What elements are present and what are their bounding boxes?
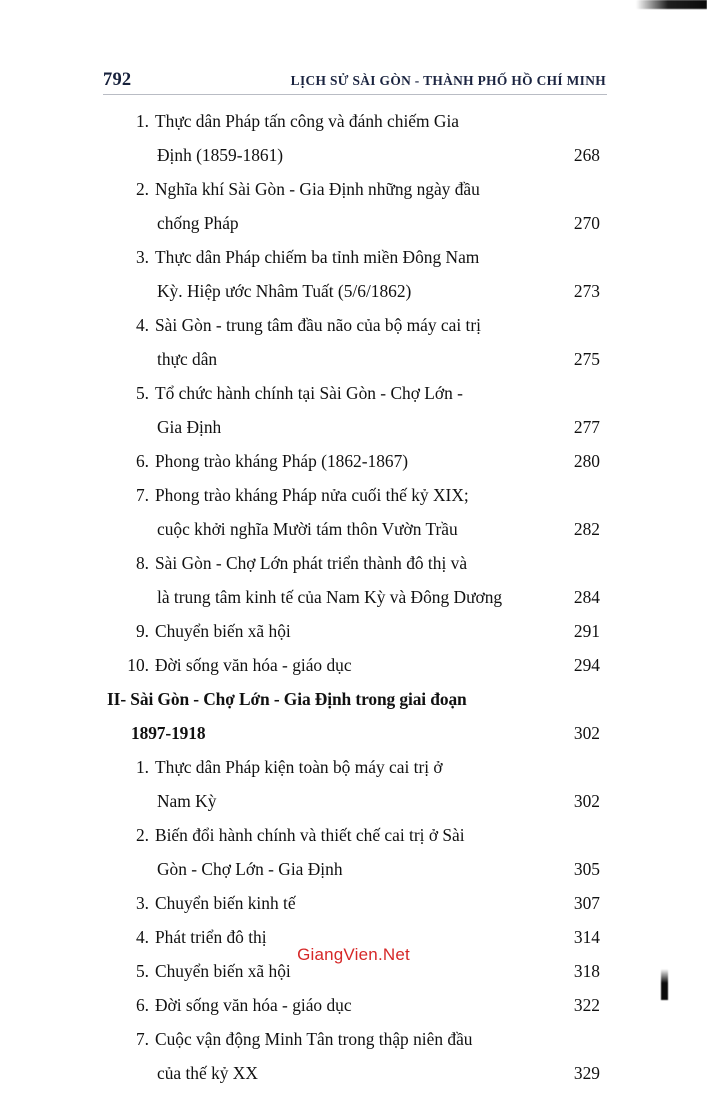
toc-entry-title: Sài Gòn - trung tâm đầu não của bộ máy cai trị (155, 315, 481, 335)
toc-entry-title: Chuyển biến kinh tế (155, 893, 296, 913)
toc-page-number: 302 (573, 791, 600, 811)
toc-entry-line (103, 482, 607, 516)
toc-entry-line (103, 380, 607, 414)
toc-page-number: 329 (573, 1063, 600, 1083)
toc-section-line (103, 686, 607, 720)
toc-entry[interactable] (103, 652, 607, 686)
toc-entry-number: 6. (135, 451, 149, 471)
toc-section[interactable] (103, 686, 607, 754)
toc-section-title: 1897-1918 (131, 723, 206, 743)
running-head (103, 70, 606, 94)
running-head-title: LỊCH SỬ SÀI GÒN - THÀNH PHỐ HỒ CHÍ MINH (290, 73, 606, 88)
toc-entry-number: 7. (135, 485, 149, 505)
toc-page-number: 307 (573, 893, 600, 913)
toc-section-line (103, 720, 607, 754)
toc-entry-line (103, 822, 607, 856)
toc-entry[interactable] (103, 482, 607, 550)
toc-page-number: 294 (573, 655, 600, 675)
toc-entry-number: 3. (135, 247, 149, 267)
toc-entry-title: Chuyển biến xã hội (155, 621, 291, 641)
toc-entry-line (103, 278, 607, 312)
toc-entry-title: Nghĩa khí Sài Gòn - Gia Định những ngày đầu (155, 179, 480, 199)
toc-page-number: 277 (573, 417, 600, 437)
toc-page-number: 280 (573, 451, 600, 471)
toc-section-title: II- Sài Gòn - Chợ Lớn - Gia Định trong giai đoạn (107, 689, 467, 709)
toc-entry-title: Sài Gòn - Chợ Lớn phát triển thành đô thị và (155, 553, 468, 573)
toc-entry-line (103, 1026, 607, 1060)
toc-entry-number: 4. (135, 315, 149, 335)
toc-entry[interactable] (103, 244, 607, 312)
toc-entry-line (103, 788, 607, 822)
toc-entry-line (103, 1060, 607, 1094)
toc-entry-number: 5. (135, 961, 149, 981)
toc-entry-number: 3. (135, 893, 149, 913)
toc-entry-line (103, 414, 607, 448)
toc-entry-line (103, 346, 607, 380)
toc-entry-title: thực dân (157, 349, 218, 369)
toc-page-number: 282 (573, 519, 600, 539)
toc-entry-title: Đời sống văn hóa - giáo dục (155, 655, 352, 675)
toc-entry-title: Phong trào kháng Pháp (1862-1867) (155, 451, 409, 471)
toc-entry-line (103, 142, 607, 176)
toc-entry-line (103, 108, 607, 142)
scan-artifact-top-icon (636, 0, 707, 9)
toc-entry-title: Gia Định (157, 417, 222, 437)
toc-entry[interactable] (103, 890, 607, 924)
page-folio-number: 792 (103, 70, 132, 90)
toc-entry-line (103, 618, 607, 652)
toc-page-number: 291 (573, 621, 600, 641)
toc-entry-title: Thực dân Pháp kiện toàn bộ máy cai trị ở (155, 757, 443, 777)
toc-entry-title: cuộc khởi nghĩa Mười tám thôn Vườn Trầu (157, 519, 458, 539)
toc-entry[interactable] (103, 550, 607, 618)
toc-entry-line (103, 652, 607, 686)
toc-entry[interactable] (103, 992, 607, 1026)
toc-entry-title: Thực dân Pháp tấn công và đánh chiếm Gia (155, 111, 460, 131)
toc-entry-line (103, 516, 607, 550)
toc-entry-line (103, 210, 607, 244)
toc-entry-title: Phát triển đô thị (155, 927, 267, 947)
toc-entry-number: 2. (135, 825, 149, 845)
running-head-rule (103, 94, 607, 95)
toc-page-number: 284 (573, 587, 600, 607)
toc-entry-line (103, 754, 607, 788)
toc-page-number: 318 (573, 961, 600, 981)
toc-entry[interactable] (103, 822, 607, 890)
toc-entry[interactable] (103, 176, 607, 244)
toc-entry-title: Đời sống văn hóa - giáo dục (155, 995, 352, 1015)
toc-entry-title: Kỳ. Hiệp ước Nhâm Tuất (5/6/1862) (157, 281, 412, 301)
toc-entry-number: 1. (135, 757, 149, 777)
toc-entry-line (103, 856, 607, 890)
toc-page-number: 273 (573, 281, 600, 301)
toc-entry-title: của thế kỷ XX (157, 1063, 258, 1083)
toc-entry-title: Biến đổi hành chính và thiết chế cai trị ở Sài (155, 825, 465, 845)
toc-entry-number: 2. (135, 179, 149, 199)
toc-entry-title: Gòn - Chợ Lớn - Gia Định (157, 859, 343, 879)
toc-entry[interactable] (103, 754, 607, 822)
toc-page-number: 302 (573, 723, 600, 743)
toc-entry-title: Nam Kỳ (157, 791, 217, 811)
toc-page-number: 305 (573, 859, 600, 879)
toc-page-number: 268 (573, 145, 600, 165)
toc-page-number: 322 (573, 995, 600, 1015)
toc-entry[interactable] (103, 448, 607, 482)
toc-entry-number: 10. (127, 655, 149, 675)
toc-entry[interactable] (103, 380, 607, 448)
toc-entry-line (103, 550, 607, 584)
toc-entry-number: 5. (135, 383, 149, 403)
toc-entry-number: 6. (135, 995, 149, 1015)
toc-entry-title: Định (1859-1861) (157, 145, 284, 165)
toc-entry-number: 1. (135, 111, 149, 131)
watermark: GiangVien.Net (297, 945, 410, 964)
toc-entry-line (103, 244, 607, 278)
scan-artifact-bottom-icon (661, 969, 668, 1000)
toc-entry-line (103, 584, 607, 618)
toc-entry-line (103, 890, 607, 924)
toc-entry-title: Thực dân Pháp chiếm ba tỉnh miền Đông Nam (155, 247, 480, 267)
toc-entry-number: 4. (135, 927, 149, 947)
toc-entry-line (103, 448, 607, 482)
toc-page-number: 275 (573, 349, 600, 369)
toc-entry[interactable] (103, 1026, 607, 1094)
toc-entry-line (103, 312, 607, 346)
toc-entry-title: là trung tâm kinh tế của Nam Kỳ và Đông Dương (157, 587, 503, 607)
toc-entry-line (103, 992, 607, 1026)
toc-page-number: 314 (573, 927, 600, 947)
toc-entry-number: 9. (135, 621, 149, 641)
toc-entry-title: Chuyển biến xã hội (155, 961, 291, 981)
toc-entry-title: Tổ chức hành chính tại Sài Gòn - Chợ Lớn - (155, 383, 463, 403)
toc-entry[interactable] (103, 108, 607, 176)
toc-entry[interactable] (103, 618, 607, 652)
toc-entry-title: Cuộc vận động Minh Tân trong thập niên đầu (155, 1029, 473, 1049)
toc-entry-number: 7. (135, 1029, 149, 1049)
toc-entry-title: chống Pháp (157, 213, 239, 233)
toc-entry[interactable] (103, 312, 607, 380)
toc-entry-line (103, 176, 607, 210)
toc-entry-number: 8. (135, 553, 149, 573)
toc-page-number: 270 (573, 213, 600, 233)
toc-entry-title: Phong trào kháng Pháp nửa cuối thế kỷ XIX; (155, 485, 469, 505)
